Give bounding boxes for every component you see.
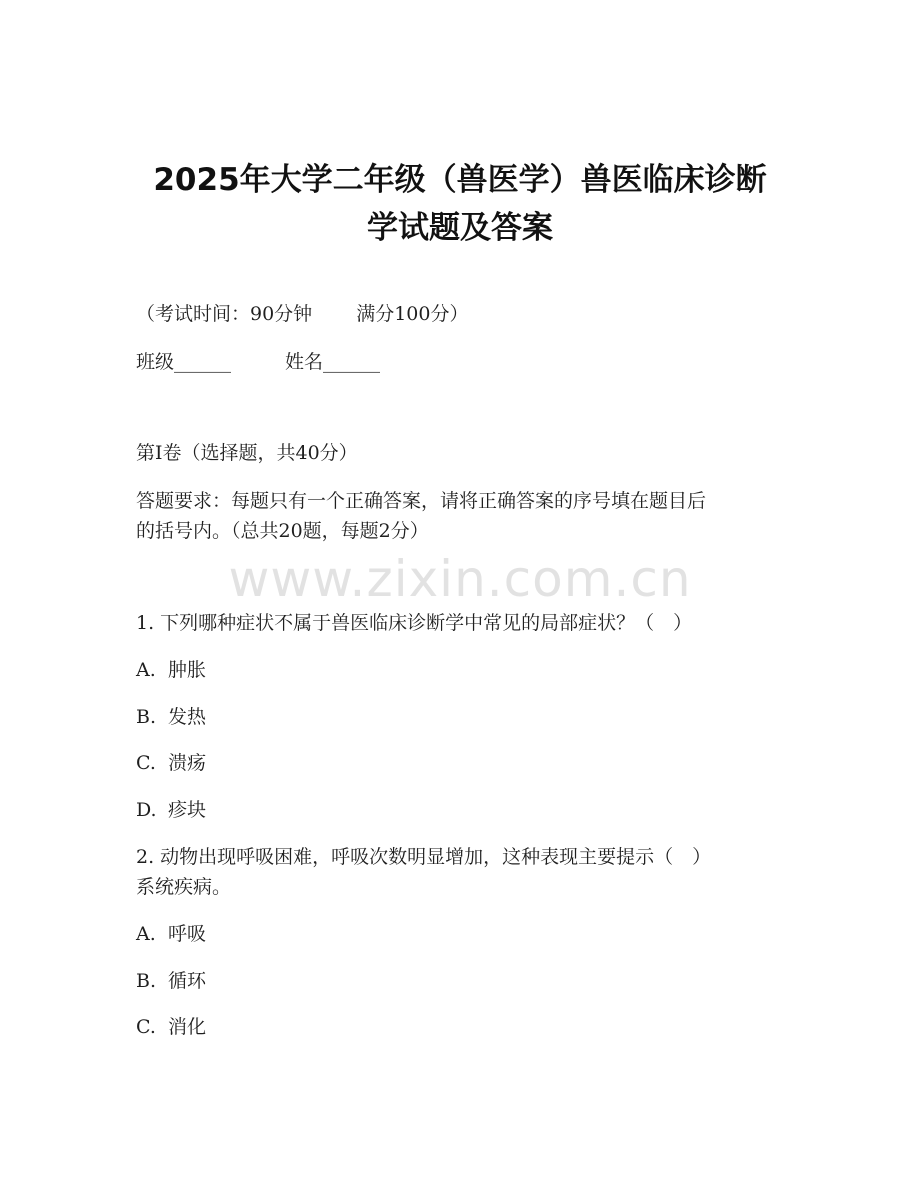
name-field: 姓名______ bbox=[285, 351, 381, 373]
class-field: 班级______ bbox=[136, 351, 232, 373]
section-instruction-line-2: 的括号内。（总共20题，每题2分） bbox=[136, 520, 429, 542]
option-label: A. bbox=[136, 923, 156, 945]
option-text: 呼吸 bbox=[168, 923, 207, 945]
option-text: 发热 bbox=[168, 706, 207, 728]
document-title-line-1: 2025年大学二年级（兽医学）兽医临床诊断 bbox=[153, 162, 767, 198]
option-label: C. bbox=[136, 752, 156, 774]
question-1-option-c bbox=[136, 749, 796, 777]
option-label: D. bbox=[136, 799, 157, 821]
question-2-text-line-2: 系统疾病。 bbox=[136, 876, 232, 898]
question-1-option-a bbox=[136, 656, 796, 684]
exam-full-score: 满分100分） bbox=[356, 303, 469, 325]
option-text: 溃疡 bbox=[168, 752, 207, 774]
question-2-option-a bbox=[136, 920, 796, 948]
question-1-text: 1. 下列哪种症状不属于兽医临床诊断学中常见的局部症状？（ ） bbox=[136, 612, 693, 634]
option-label: C. bbox=[136, 1016, 156, 1038]
exam-info bbox=[136, 300, 796, 328]
watermark: www.zixin.com.cn bbox=[228, 550, 692, 608]
section-heading: 第I卷（选择题，共40分） bbox=[136, 442, 358, 464]
option-label: A. bbox=[136, 659, 156, 681]
option-text: 疹块 bbox=[168, 799, 207, 821]
exam-time: （考试时间：90分钟 bbox=[136, 303, 313, 325]
option-text: 消化 bbox=[168, 1016, 207, 1038]
option-label: B. bbox=[136, 970, 157, 992]
document-title-line-2: 学试题及答案 bbox=[367, 210, 553, 246]
option-text: 循环 bbox=[168, 970, 207, 992]
question-1-option-b bbox=[136, 703, 796, 731]
question-2-text-line-1: 2. 动物出现呼吸困难，呼吸次数明显增加，这种表现主要提示（ ） bbox=[136, 846, 712, 868]
question-1-option-d bbox=[136, 796, 796, 824]
student-fields bbox=[136, 348, 796, 376]
question-2-option-b bbox=[136, 967, 796, 995]
question-2-option-c bbox=[136, 1013, 796, 1041]
section-instruction-line-1: 答题要求：每题只有一个正确答案，请将正确答案的序号填在题目后 bbox=[136, 490, 707, 512]
option-label: B. bbox=[136, 706, 157, 728]
option-text: 肿胀 bbox=[168, 659, 207, 681]
